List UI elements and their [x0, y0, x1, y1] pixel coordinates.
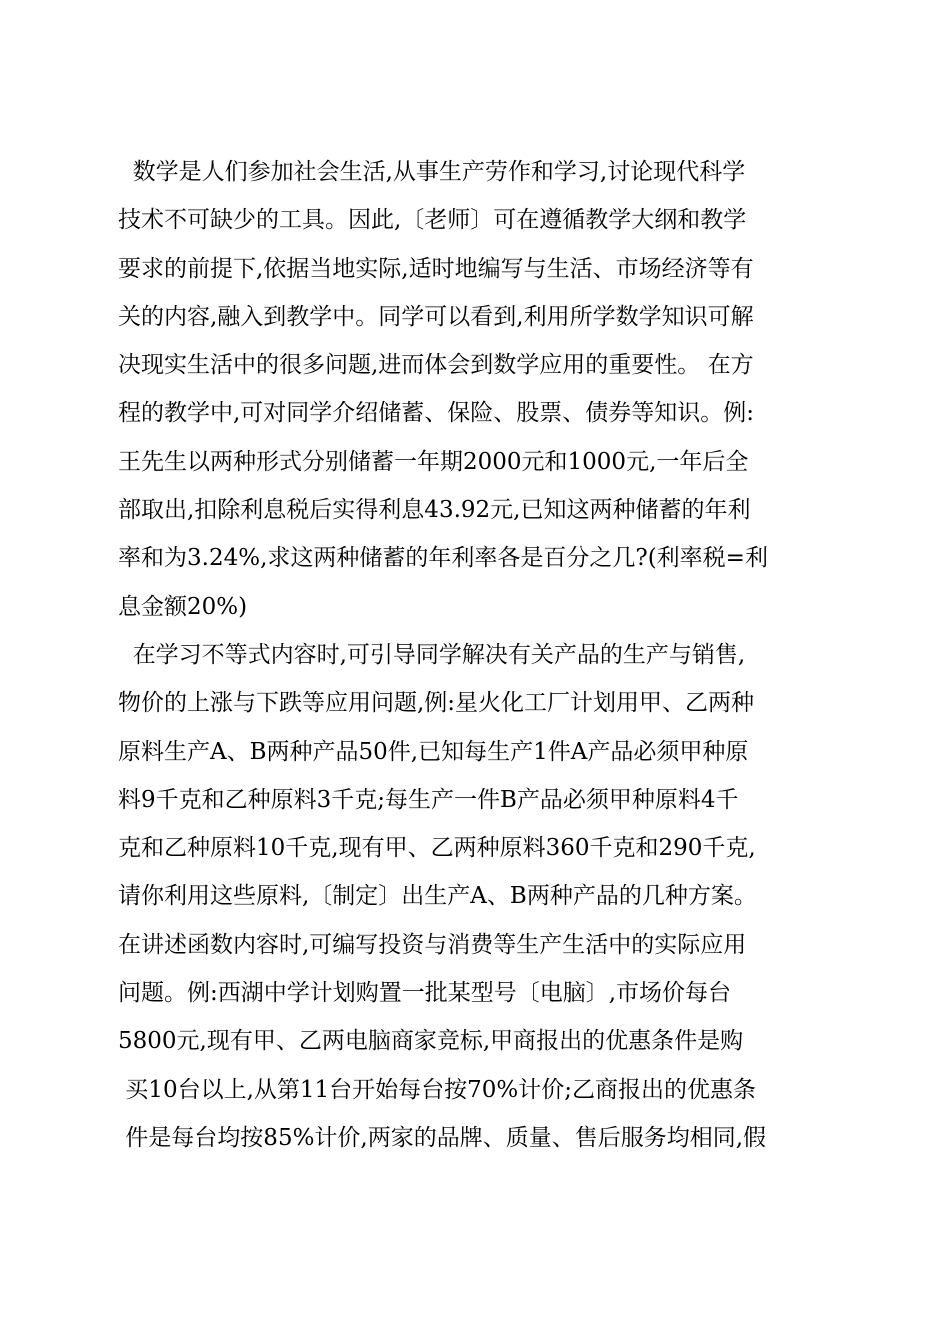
body-text	[118, 148, 838, 1162]
text-line: 息金额20%)	[118, 593, 248, 620]
text-line: 克和乙种原料10千克,现有甲、乙两种原料360千克和290千克,	[118, 835, 756, 862]
text-line: 买10台以上,从第11台开始每台按70%计价;乙商报出的优惠条	[118, 1076, 757, 1103]
text-line: 在学习不等式内容时,可引导同学解决有关产品的生产与销售,	[118, 641, 746, 668]
text-line: 部取出,扣除利息税后实得利息43.92元,已知这两种储蓄的年利	[118, 497, 751, 524]
text-line: 问题。例:西湖中学计划购置一批某型号〔电脑〕,市场价每台	[118, 980, 732, 1007]
text-line: 料9千克和乙种原料3千克;每生产一件B产品必须甲种原料4千	[118, 786, 739, 813]
text-line: 在讲述函数内容时,可编写投资与消费等生产生活中的实际应用	[118, 931, 747, 958]
text-line: 物价的上涨与下跌等应用问题,例:星火化工厂计划用甲、乙两种	[118, 690, 755, 717]
text-line: 技术不可缺少的工具。因此,〔老师〕可在遵循教学大纲和教学	[118, 207, 747, 234]
text-line: 王先生以两种形式分别储蓄一年期2000元和1000元,一年后全	[118, 448, 749, 475]
text-line: 5800元,现有甲、乙两电脑商家竞标,甲商报出的优惠条件是购	[118, 1028, 744, 1055]
text-line: 请你利用这些原料,〔制定〕出生产A、B两种产品的几种方案。	[118, 883, 757, 910]
text-line: 件是每台均按85%计价,两家的品牌、质量、售后服务均相同,假	[118, 1124, 767, 1151]
text-line: 数学是人们参加社会生活,从事生产劳作和学习,讨论现代科学	[118, 159, 746, 185]
text-line: 要求的前提下,依据当地实际,适时地编写与生活、市场经济等有	[118, 255, 754, 282]
text-line: 原料生产A、B两种产品50件,已知每生产1件A产品必须甲种原	[118, 738, 749, 765]
text-line: 程的教学中,可对同学介绍储蓄、保险、股票、债券等知识。例:	[118, 400, 755, 427]
text-line: 关的内容,融入到教学中。同学可以看到,利用所学数学知识可解	[118, 303, 754, 330]
text-line: 决现实生活中的很多问题,进而体会到数学应用的重要性。 在方	[118, 352, 754, 379]
text-line: 率和为3.24%,求这两种储蓄的年利率各是百分之几?(利率税=利	[118, 545, 768, 572]
